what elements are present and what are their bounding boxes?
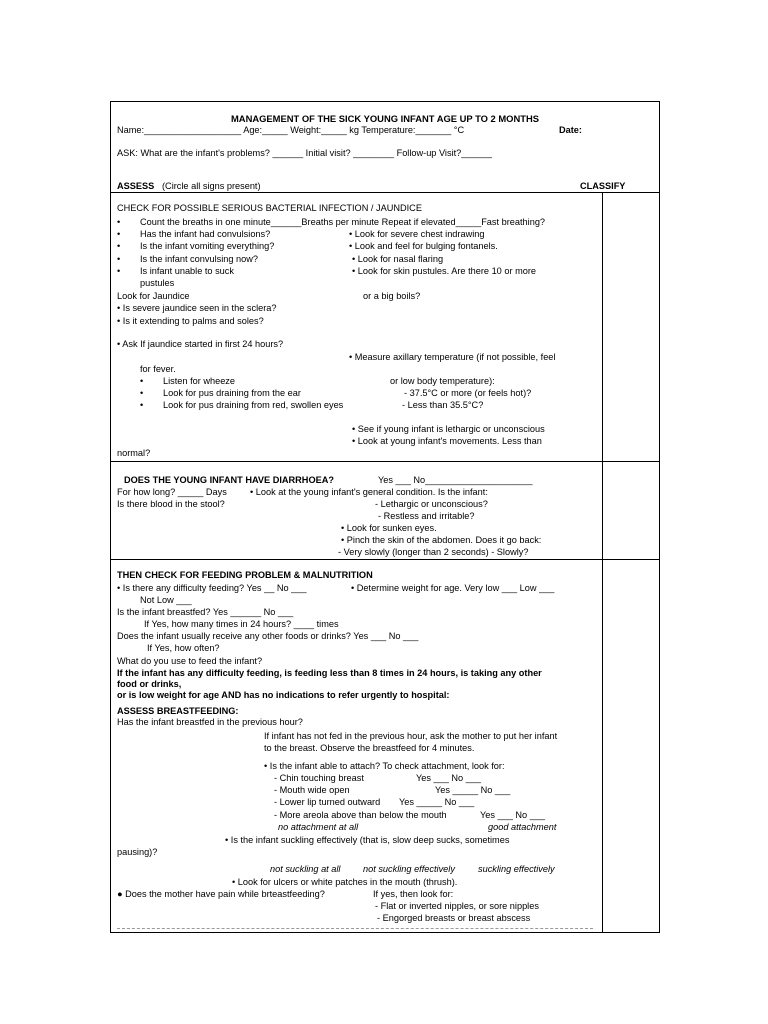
bf-suckling: • Is the infant suckling effectively (that is, slow deep sucks, sometimes <box>225 835 510 845</box>
assess-note: (Circle all signs present) <box>162 181 261 191</box>
bullet-icon: • <box>117 229 121 239</box>
sbi-fontanels: • Look and feel for bulging fontanels. <box>349 241 498 251</box>
bf-not-suckling-effectively: not suckling effectively <box>363 864 455 874</box>
bf-good-attachment: good attachment <box>488 822 557 832</box>
feeding-what-use: What do you use to feed the infant? <box>117 656 263 666</box>
bf-thrush: • Look for ulcers or white patches in the mouth (thrush). <box>232 877 458 887</box>
sbi-eye-pus: Look for pus draining from red, swollen eyes <box>163 400 344 410</box>
bf-mouth: - Mouth wide open <box>274 785 350 795</box>
diarrhoea-lethargic: - Lethargic or unconscious? <box>375 499 488 509</box>
feeding-other-foods: Does the infant usually receive any other foods or drinks? Yes ___ No ___ <box>117 631 419 641</box>
breastfeeding-title: ASSESS BREASTFEEDING: <box>117 706 239 716</box>
diarrhoea-very-slowly: - Very slowly (longer than 2 seconds) - Slowly? <box>338 547 529 557</box>
sbi-sclera: • Is severe jaundice seen in the sclera? <box>117 303 277 313</box>
bf-suckling-effectively: suckling effectively <box>478 864 555 874</box>
bf-mother-pain: ● Does the mother have pain while brteastfeeding? <box>117 889 325 899</box>
bf-previous-hour: Has the infant breastfed in the previous hour? <box>117 717 303 727</box>
diarrhoea-title: DOES THE YOUNG INFANT HAVE DIARRHOEA? <box>124 475 334 485</box>
bf-chin: - Chin touching breast <box>274 773 364 783</box>
bf-nipples: - Flat or inverted nipples, or sore nipples <box>375 901 539 911</box>
sbi-vomiting: Is the infant vomiting everything? <box>140 241 275 251</box>
bf-areola: - More areola above than below the mouth <box>274 810 447 820</box>
sbi-convulsing-now: Is the infant convulsing now? <box>140 254 258 264</box>
sbi-breath-count: Count the breaths in one minute______Breaths per minute Repeat if elevated_____Fast breathing? <box>140 217 546 227</box>
sbi-convulsions: Has the infant had convulsions? <box>140 229 271 239</box>
sbi-nasal-flaring: • Look for nasal flaring <box>352 254 444 264</box>
patient-info-row: Name:___________________ Age:_____ Weight:_____ kg Temperature:_______ °C <box>117 125 465 135</box>
feeding-title: THEN CHECK FOR FEEDING PROBLEM & MALNUTRITION <box>117 570 373 580</box>
bf-observe: to the breast. Observe the breastfeed for 4 minutes. <box>264 743 475 753</box>
feeding-criteria-3: or is low weight for age AND has no indications to refer urgently to hospital: <box>117 690 450 700</box>
bf-attach: • Is the infant able to attach? To check attachment, look for: <box>264 761 505 771</box>
section-divider <box>111 559 659 560</box>
feeding-how-often: If Yes, how often? <box>147 643 220 653</box>
bullet-icon: • <box>140 400 144 410</box>
sbi-unable-suck: Is infant unable to suck <box>140 266 234 276</box>
sbi-low-temp: or low body temperature): <box>390 376 495 386</box>
date-label: Date: <box>559 125 582 135</box>
sbi-fever: for fever. <box>140 364 176 374</box>
sbi-temp-high: - 37.5°C or more (or feels hot)? <box>404 388 532 398</box>
bf-pausing: pausing)? <box>117 847 158 857</box>
feeding-weight-for-age: • Determine weight for age. Very low ___ Low ___ <box>351 583 555 593</box>
diarrhoea-restless: - Restless and irritable? <box>378 511 475 521</box>
ask-row: ASK: What are the infant's problems? ______ Initial visit? ________ Follow-up Visit?______ <box>117 148 492 158</box>
classify-column-divider <box>602 192 603 932</box>
sbi-title: CHECK FOR POSSIBLE SERIOUS BACTERIAL INFECTION / JAUNDICE <box>117 203 422 213</box>
bf-no-attachment: no attachment at all <box>278 822 359 832</box>
bf-engorged: - Engorged breasts or breast abscess <box>377 913 531 923</box>
sbi-axillary-temp: • Measure axillary temperature (if not possible, feel <box>349 352 556 362</box>
section-divider <box>111 192 659 193</box>
bf-chin-yes-no: Yes ___ No ___ <box>416 773 482 783</box>
bullet-icon: • <box>117 241 121 251</box>
section-divider <box>111 461 659 462</box>
bullet-icon: • <box>117 254 121 264</box>
sbi-jaundice-24h: • Ask If jaundice started in first 24 hours? <box>117 339 284 349</box>
bf-lip-yes-no: Yes _____ No ___ <box>399 797 475 807</box>
bf-not-suckling: not suckling at all <box>270 864 341 874</box>
diarrhoea-general-condition: • Look at the young infant's general condition. Is the infant: <box>250 487 488 497</box>
sbi-skin-pustules: • Look for skin pustules. Are there 10 or more <box>352 266 536 276</box>
bullet-icon: • <box>140 376 144 386</box>
diarrhoea-sunken-eyes: • Look for sunken eyes. <box>341 523 437 533</box>
bf-mouth-yes-no: Yes _____ No ___ <box>435 785 511 795</box>
feeding-difficulty: • Is there any difficulty feeding? Yes __ No ___ <box>117 583 307 593</box>
bf-not-fed: If infant has not fed in the previous hour, ask the mother to put her infant <box>264 731 558 741</box>
bullet-icon: • <box>140 388 144 398</box>
feeding-criteria-1: If the infant has any difficulty feeding, is feeding less than 8 times in 24 hours, is taking any other <box>117 668 542 678</box>
sbi-movements: • Look at young infant's movements. Less than <box>352 436 542 446</box>
sbi-temp-low: - Less than 35.5°C? <box>402 400 484 410</box>
bottom-divider <box>117 928 593 929</box>
sbi-wheeze: Listen for wheeze <box>163 376 236 386</box>
feeding-times-24h: If Yes, how many times in 24 hours? ____ times <box>144 619 339 629</box>
classify-label: CLASSIFY <box>580 181 626 191</box>
diarrhoea-blood-stool: Is there blood in the stool? <box>117 499 225 509</box>
sbi-lethargic: • See if young infant is lethargic or unconscious <box>352 424 545 434</box>
bf-areola-yes-no: Yes ___ No ___ <box>480 810 546 820</box>
bullet-icon: • <box>117 217 121 227</box>
sbi-palms-soles: • Is it extending to palms and soles? <box>117 316 264 326</box>
assess-label: ASSESS <box>117 181 155 191</box>
diarrhoea-yes-no: Yes ___ No_____________________ <box>378 475 533 485</box>
sbi-jaundice: Look for Jaundice <box>117 291 190 301</box>
sbi-ear-pus: Look for pus draining from the ear <box>163 388 301 398</box>
sbi-chest-indrawing: • Look for severe chest indrawing <box>349 229 485 239</box>
imci-form <box>110 101 660 933</box>
form-title: MANAGEMENT OF THE SICK YOUNG INFANT AGE UP TO 2 MONTHS <box>230 113 539 124</box>
sbi-big-boils: or a big boils? <box>363 291 421 301</box>
sbi-normal: normal? <box>117 448 151 458</box>
bf-lip: - Lower lip turned outward <box>274 797 381 807</box>
feeding-breastfed: Is the infant breastfed? Yes ______ No ___ <box>117 607 294 617</box>
feeding-not-low: Not Low ___ <box>140 595 192 605</box>
feeding-criteria-2: food or drinks, <box>117 679 182 689</box>
bf-if-yes: If yes, then look for: <box>373 889 454 899</box>
diarrhoea-skin-pinch: • Pinch the skin of the abdomen. Does it go back: <box>341 535 542 545</box>
bullet-icon: • <box>117 266 121 276</box>
sbi-pustules: pustules <box>140 278 175 288</box>
diarrhoea-duration: For how long? _____ Days <box>117 487 227 497</box>
